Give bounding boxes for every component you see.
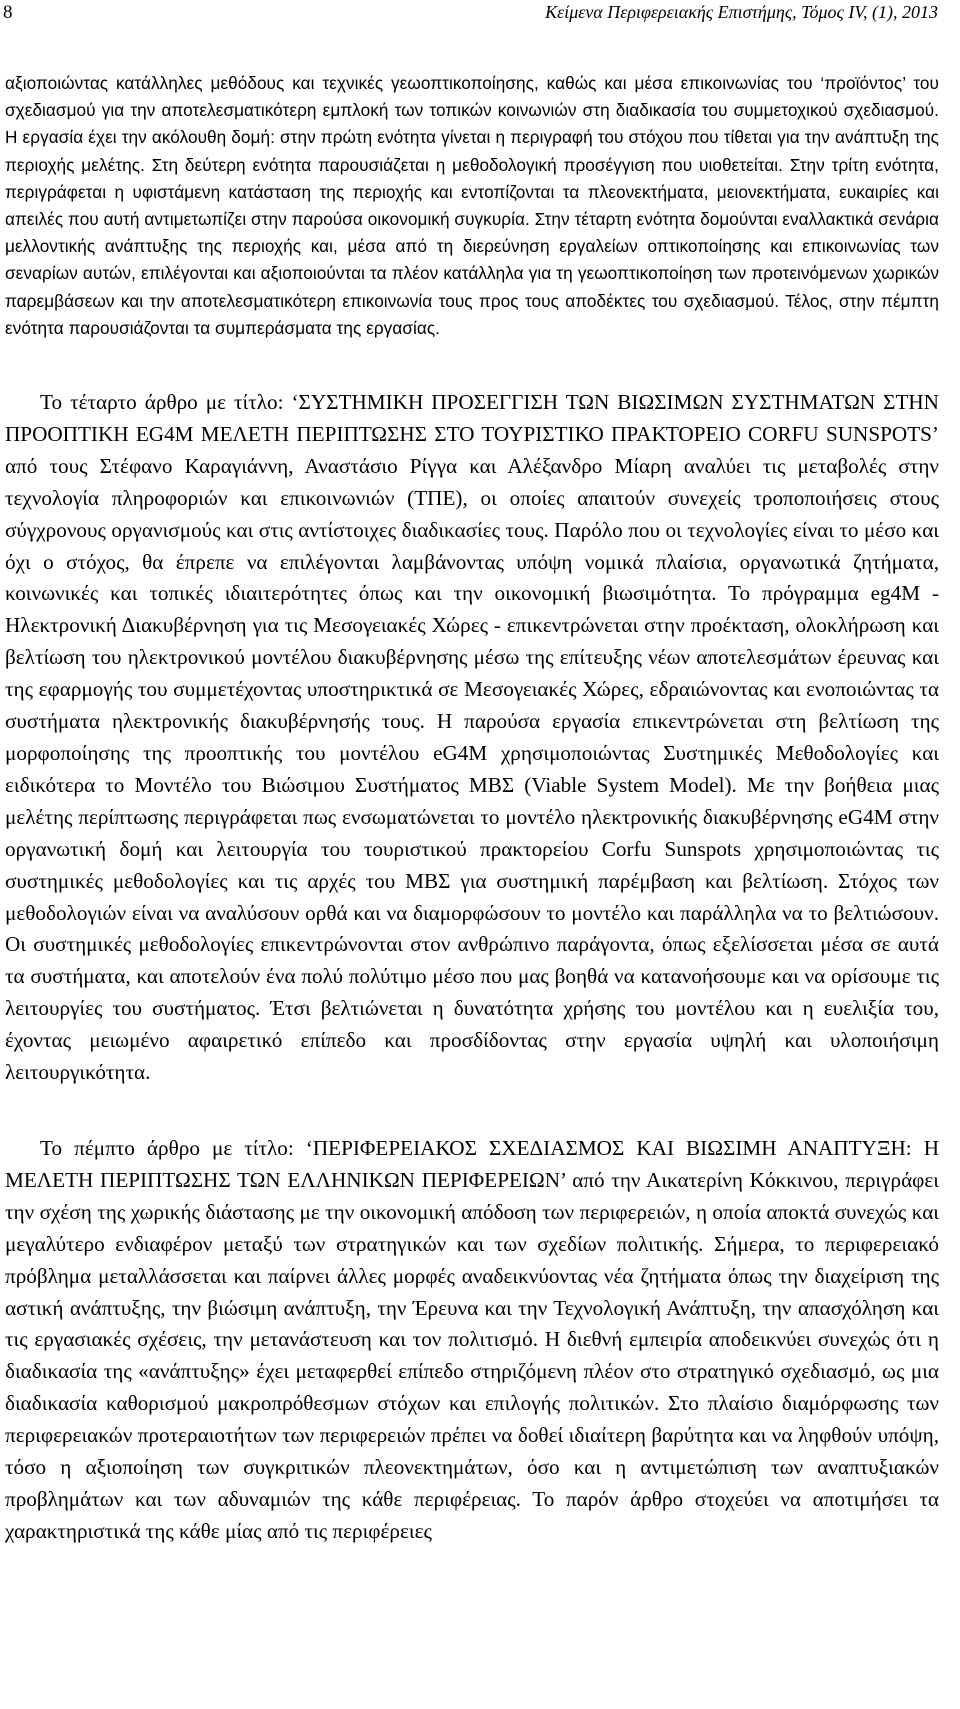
paragraph-structure-summary: αξιοποιώντας κατάλληλες μεθόδους και τεχνικές γεωοπτικοποίησης, καθώς και μέσα επικοινωνίας του ‘προϊόντος’ του σχεδιασμού για την αποτελεσματικότερη εμπλοκή των τοπικών κοινωνιών στη διαδικασία του συμμετοχικού σχεδιασμού. Η εργασία έχει την ακόλουθη δομή: στην πρώτη ενότητα γίνεται η περιγραφή του στόχου που τίθεται για την ανάπτυξη της περιοχής μελέτης. Στη δεύτερη ενότητα παρουσιάζεται η μεθοδολογική προσέγγιση που υιοθετείται. Στην τρίτη ενότητα, περιγράφεται η υφιστάμενη κατάσταση της περιοχής και εντοπίζονται τα πλεονεκτήματα, μειονεκτήματα, ευκαιρίες και απειλές που αυτή αντιμετωπίζει στην παρούσα οικονομική συγκυρία. Στην τέταρτη ενότητα δομούνται εναλλακτικά σενάρια μελλοντικής ανάπτυξης της περιοχής και, μέσα από τη διερεύνηση εργαλείων οπτικοποίησης και επικοινωνίας των σεναρίων αυτών, επιλέγονται και αξιοποιούνται τα πλέον κατάλληλα για τη γεωοπτικοποίηση των προτεινόμενων χωρικών παρεμβάσεων και την αποτελεσματικότερη επικοινωνία τους προς τους αποδέκτες του σχεδιασμού. Τέλος, στην πέμπτη ενότητα παρουσιάζονται τα συμπεράσματα της εργασίας.: [5, 73, 939, 338]
page-header: [0, 0, 960, 30]
paragraph-fifth-article: Το πέμπτο άρθρο με τίτλο: ‘ΠΕΡΙΦΕΡΕΙΑΚΟΣ ΣΧΕΔΙΑΣΜΟΣ ΚΑΙ ΒΙΩΣΙΜΗ ΑΝΑΠΤΥΞΗ: Η ΜΕΛΕΤΗ ΠΕΡΙΠΤΩΣΗΣ ΤΩΝ ΕΛΛΗΝΙΚΩΝ ΠΕΡΙΦΕΡΕΙΩΝ’ από την Αικατερίνη Κόκκινου, περιγράφει την σχέση της χωρικής διάστασης με την οικονομική απόδοση των περιφερειών, η οποία αποκτά συνεχώς και μεγαλύτερο ενδιαφέρον μεταξύ των στρατηγικών και των σχεδίων πολιτικής. Σήμερα, το περιφερειακό πρόβλημα μεταλλάσσεται και παίρνει άλλες μορφές αναδεικνύοντας νέα ζητήματα όπως την διαχείριση της αστική ανάπτυξης, την βιώσιμη ανάπτυξη, την Έρευνα και την Τεχνολογική Ανάπτυξη, την απασχόληση και τις εργασιακές σχέσεις, την μετανάστευση και τον πολιτισμό. Η διεθνή εμπειρία αποδεικνύει συνεχώς ότι η διαδικασία της «ανάπτυξης» έχει μεταφερθεί επίπεδο στηριζόμενη πλέον στο στρατηγικό σχεδιασμό, ως μια διαδικασία καθορισμού μακροπρόθεσμων στόχων και επιλογής πολιτικών. Στο πλαίσιο διαμόρφωσης των περιφερειακών προτεραιοτήτων των περιφερειών πρέπει να δοθεί ιδιαίτερη βαρύτητα και να ληφθούν υπόψη, τόσο η αξιοποίηση των συγκριτικών πλεονεκτημάτων, όσο και η αντιμετώπιση των αναπτυξιακών προβλημάτων και των αδυναμιών της κάθε περιφέρειας. Το παρόν άρθρο στοχεύει να αποτιμήσει τα χαρακτηριστικά της κάθε μίας από τις περιφέρειες: [5, 1135, 939, 1543]
page-number: 8: [3, 2, 13, 23]
journal-running-title: Κείμενα Περιφερειακής Επιστήμης, Τόμος IV, (1), 2013: [545, 2, 938, 22]
paragraph-fourth-article: Το τέταρτο άρθρο με τίτλο: ‘ΣΥΣΤΗΜΙΚΗ ΠΡΟΣΕΓΓΙΣΗ ΤΩΝ ΒΙΩΣΙΜΩΝ ΣΥΣΤΗΜΑΤΩΝ ΣΤΗΝ ΠΡΟΟΠΤΙΚΗ EG4M ΜΕΛΕΤΗ ΠΕΡΙΠΤΩΣΗΣ ΣΤΟ ΤΟΥΡΙΣΤΙΚΟ ΠΡΑΚΤΟΡΕΙΟ CORFU SUNSPOTS’ από τους Στέφανο Καραγιάννη, Αναστάσιο Ρίγγα και Αλέξανδρο Μίαρη αναλύει τις μεταβολές στην τεχνολογία πληροφοριών και επικοινωνιών (ΤΠΕ), οι οποίες απαιτούν συνεχείς τροποποιήσεις στους σύγχρονους οργανισμούς και στις αντίστοιχες διαδικασίες τους. Παρόλο που οι τεχνολογίες είναι το μέσο και όχι ο στόχος, θα έπρεπε να επιλέγονται λαμβάνοντας υπόψη νομικά πλαίσια, οργανωτικά ζητήματα, κοινωνικές και τοπικές ιδιαιτερότητες όπως και την οικονομική βιωσιμότητα. Το πρόγραμμα eg4M - Ηλεκτρονική Διακυβέρνηση για τις Μεσογειακές Χώρες - επικεντρώνεται στην προέκταση, ολοκλήρωση και βελτίωση του ηλεκτρονικού μοντέλου διακυβέρνησης μέσω της επίτευξης νέων αποτελεσμάτων έρευνας και της εφαρμογής του συμμετέχοντας υποστηρικτικά σε Μεσογειακές Χώρες, εδραιώνοντας και ενοποιώντας τα συστήματα ηλεκτρονικής διακυβέρνησής τους. Η παρούσα εργασία επικεντρώνεται στη βελτίωση της μορφοποίησης της προοπτικής του μοντέλου eG4M χρησιμοποιώντας Συστημικές Μεθοδολογίες και ειδικότερα το Μοντέλο του Βιώσιμου Συστήματος ΜΒΣ (Viable System Model). Με την βοήθεια μιας μελέτης περίπτωσης περιγράφεται πως ενσωματώνεται το μοντέλο ηλεκτρονικής διακυβέρνησης eG4M στην οργανωτική δομή και λειτουργία του τουριστικού πρακτορείου Corfu Sunspots χρησιμοποιώντας τις συστημικές μεθοδολογίες και τις αρχές του ΜΒΣ για συστημική παρέμβαση και βελτίωση. Στόχος των μεθοδολογιών είναι να αναλύσουν ορθά και να διαμορφώσουν το μοντέλο και παράλληλα να το βελτιώσουν. Οι συστημικές μεθοδολογίες επικεντρώνονται στον ανθρώπινο παράγοντα, όπως εξελίσσεται μέσα σε αυτά τα συστήματα, και αποτελούν ένα πολύ πολύτιμο μέσο που μας βοηθά να κατανοήσουμε και να ορίσουμε τις λειτουργίες του συστήματος. Έτσι βελτιώνεται η δυνατότητα χρήσης του μοντέλου και η ευελιξία του, έχοντας μειωμένο αφαιρετικό επίπεδο και προσδίδοντας στην εργασία υψηλή και υλοποιήσιμη λειτουργικότητα.: [5, 390, 939, 1085]
document-body: [5, 70, 939, 1548]
